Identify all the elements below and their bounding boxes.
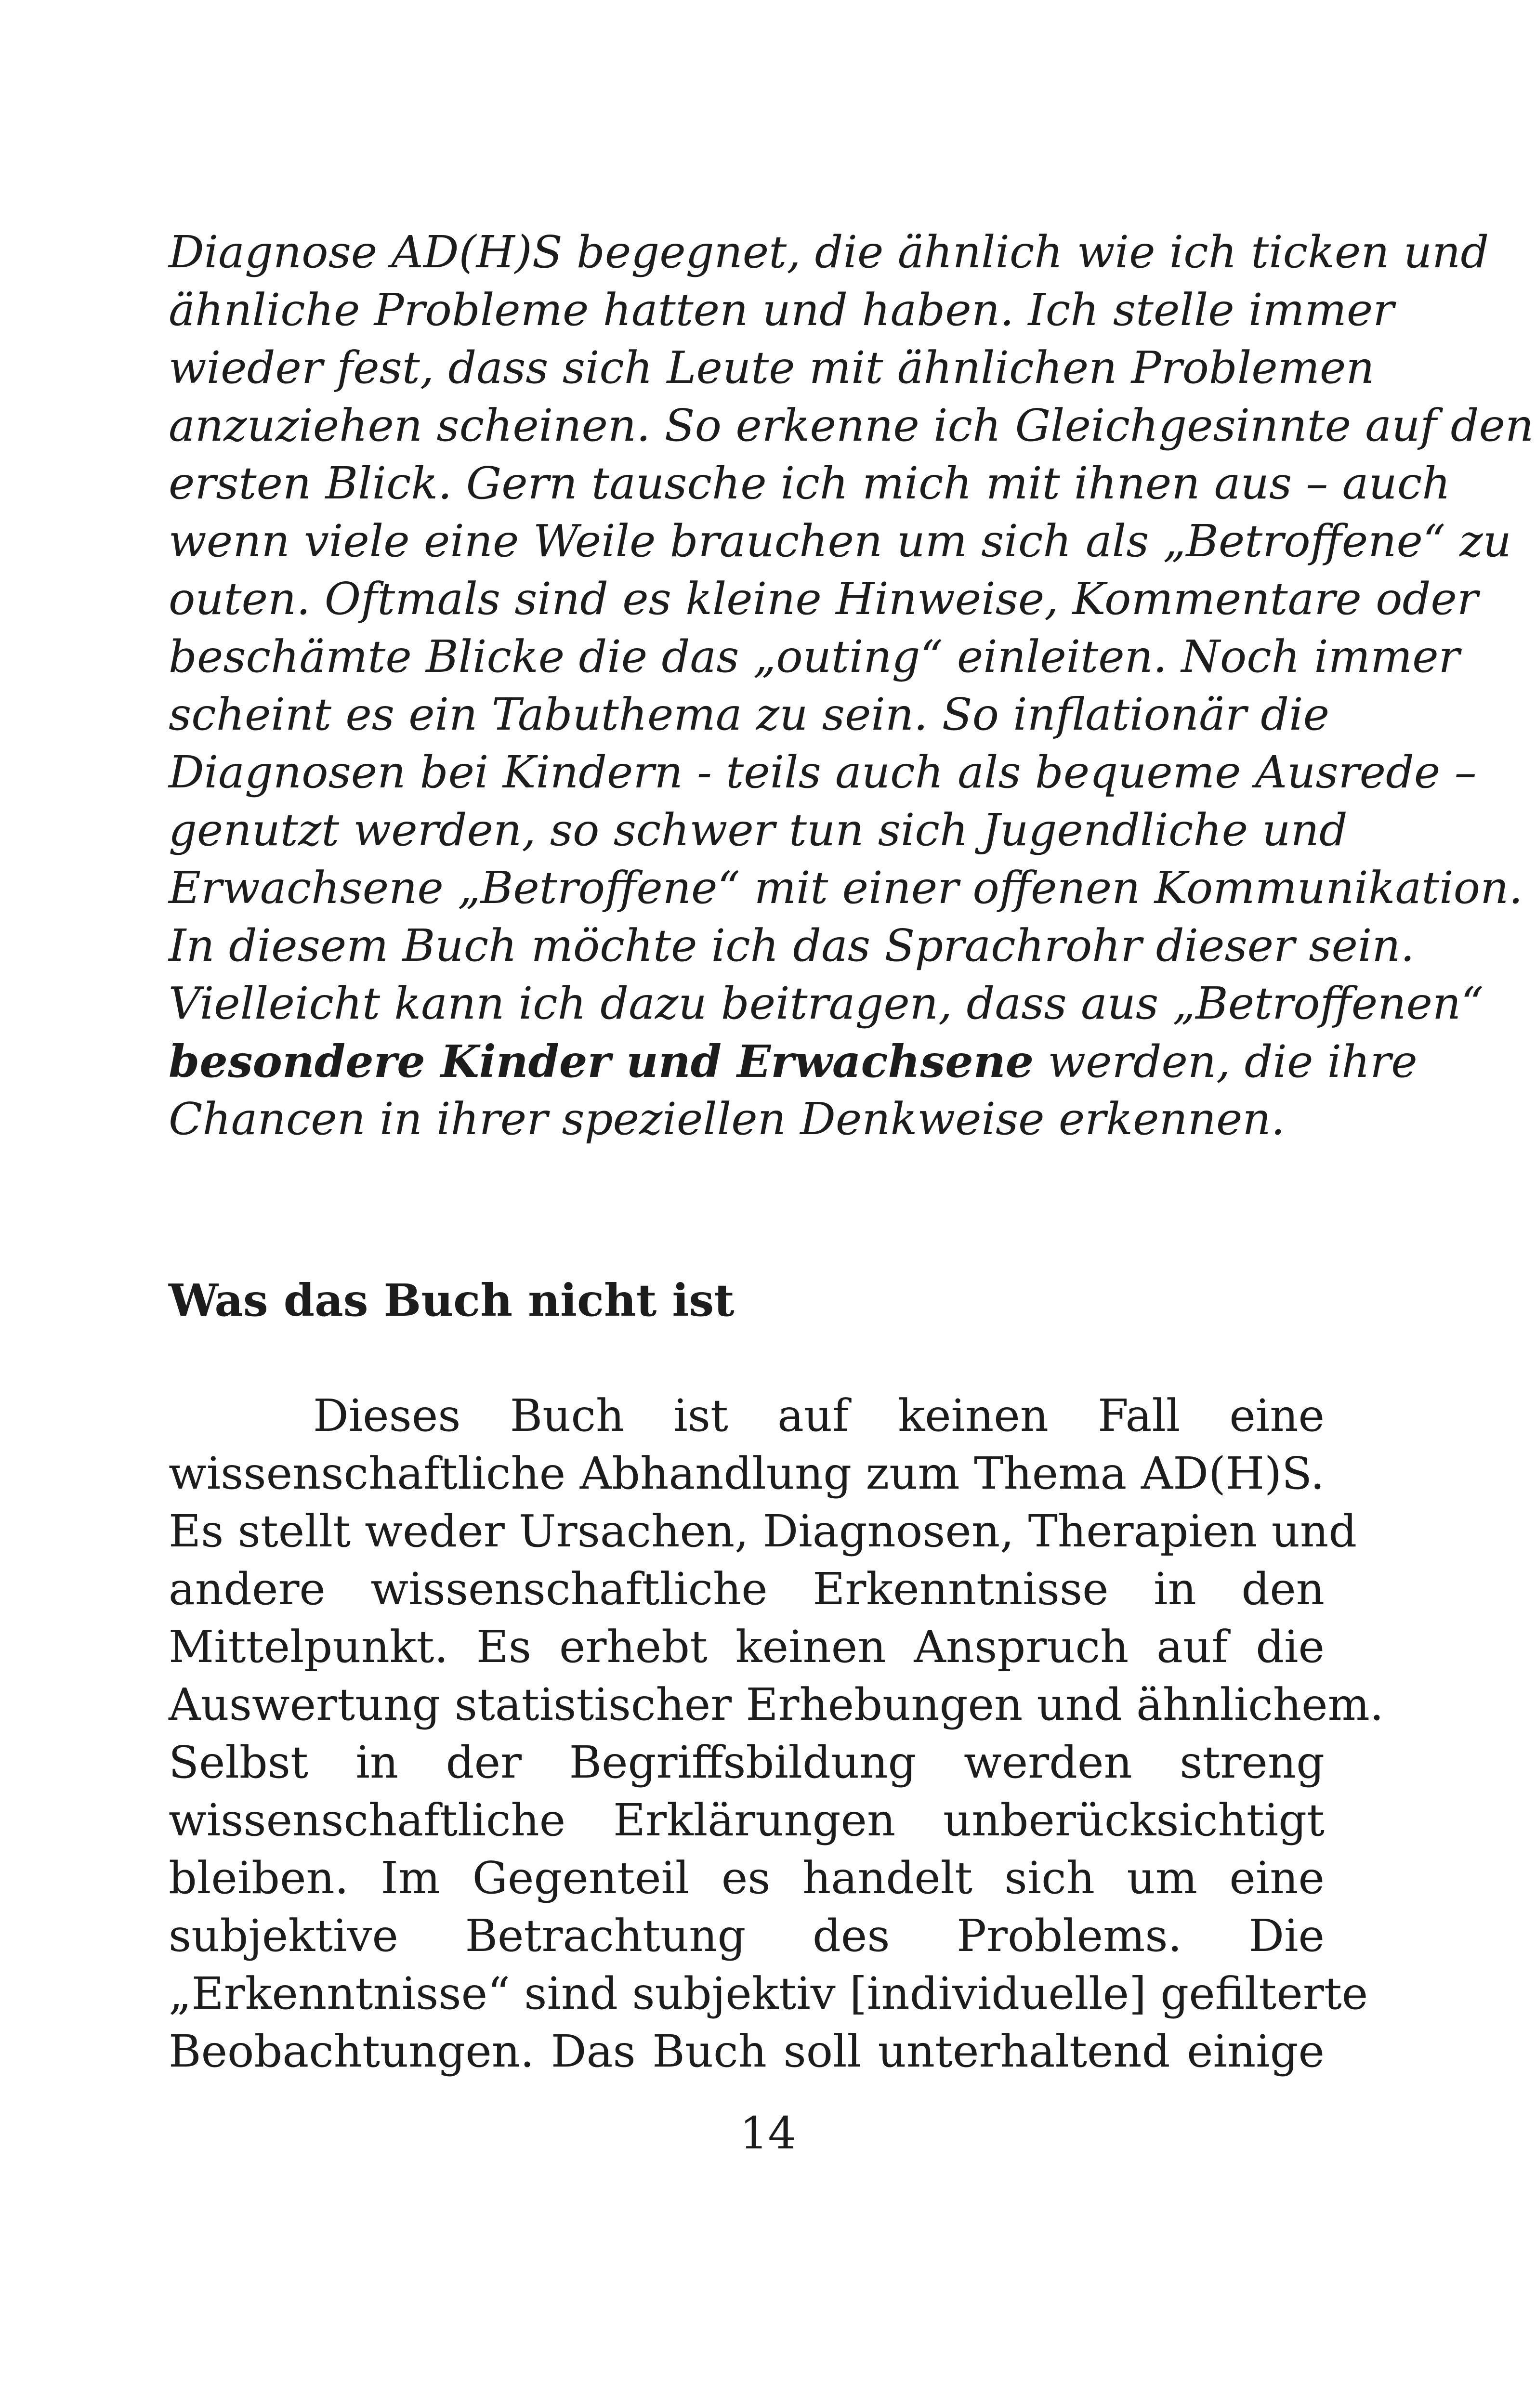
paragraph-line: Es stellt weder Ursachen, Diagnosen, Therapien und	[169, 1505, 1357, 1557]
paragraph-line: anzuziehen scheinen. So erkenne ich Gleichgesinnte auf den	[169, 400, 1534, 451]
paragraph-line: wenn viele eine Weile brauchen um sich als „Betroffene“ zu	[169, 515, 1511, 567]
paragraph-line: Mittelpunkt. Es erhebt keinen Anspruch auf die	[169, 1621, 1325, 1673]
paragraph-line: andere wissenschaftliche Erkenntnisse in den	[169, 1563, 1325, 1615]
paragraph-line: In diesem Buch möchte ich das Sprachrohr dieser sein.	[169, 920, 1415, 971]
section-heading: Was das Buch nicht ist	[169, 1274, 735, 1326]
page-number: 14	[739, 2107, 797, 2159]
paragraph-line: Erwachsene „Betroffene“ mit einer offenen Kommunikation.	[169, 862, 1523, 914]
body-paragraph	[169, 1387, 1384, 2081]
paragraph-line: subjektive Betrachtung des Problems. Die	[169, 1910, 1325, 1962]
paragraph-line: ersten Blick. Gern tausche ich mich mit ihnen aus – auch	[169, 458, 1451, 509]
paragraph-line: Vielleicht kann ich dazu beitragen, dass aus „Betroffenen“	[169, 978, 1484, 1029]
paragraph-line: „Erkenntnisse“ sind subjektiv [individuelle] gefilterte	[169, 1968, 1368, 2019]
paragraph-line-first: Dieses Buch ist auf keinen Fall eine	[313, 1390, 1325, 1441]
paragraph-line: scheint es ein Tabuthema zu sein. So inflationär die	[169, 689, 1330, 740]
paragraph-line: Diagnosen bei Kindern - teils auch als bequeme Ausrede –	[169, 746, 1477, 798]
paragraph-line: Auswertung statistischer Erhebungen und ähnlichem.	[169, 1679, 1384, 1730]
paragraph-line: outen. Oftmals sind es kleine Hinweise, Kommentare oder	[169, 573, 1478, 625]
emphasis-line-rest: werden, die ihre	[1034, 1036, 1418, 1087]
paragraph-line: wissenschaftliche Abhandlung zum Thema AD(H)S.	[169, 1448, 1325, 1499]
paragraph-line: ähnliche Probleme hatten und haben. Ich stelle immer	[169, 284, 1394, 336]
paragraph-line: Beobachtungen. Das Buch soll unterhaltend einige	[169, 2026, 1325, 2077]
paragraph-line: bleiben. Im Gegenteil es handelt sich um eine	[169, 1852, 1325, 1904]
paragraph-line: beschämte Blicke die das „outing“ einleiten. Noch immer	[169, 631, 1460, 682]
paragraph-line-emphasis	[169, 1033, 1418, 1090]
paragraph-line: Selbst in der Begriffsbildung werden streng	[169, 1737, 1325, 1788]
paragraph-line: Diagnose AD(H)S begegnet, die ähnlich wie ich ticken und	[169, 226, 1489, 278]
paragraph-line: genutzt werden, so schwer tun sich Jugendliche und	[169, 804, 1348, 856]
emphasized-phrase: besondere Kinder und Erwachsene	[169, 1035, 1034, 1087]
paragraph-line: wieder fest, dass sich Leute mit ähnlichen Problemen	[169, 342, 1375, 393]
paragraph-line: wissenschaftliche Erklärungen unberücksichtigt	[169, 1794, 1325, 1846]
paragraph-line-last: Chancen in ihrer speziellen Denkweise erkennen.	[169, 1093, 1285, 1145]
intro-paragraph	[169, 223, 1534, 1148]
